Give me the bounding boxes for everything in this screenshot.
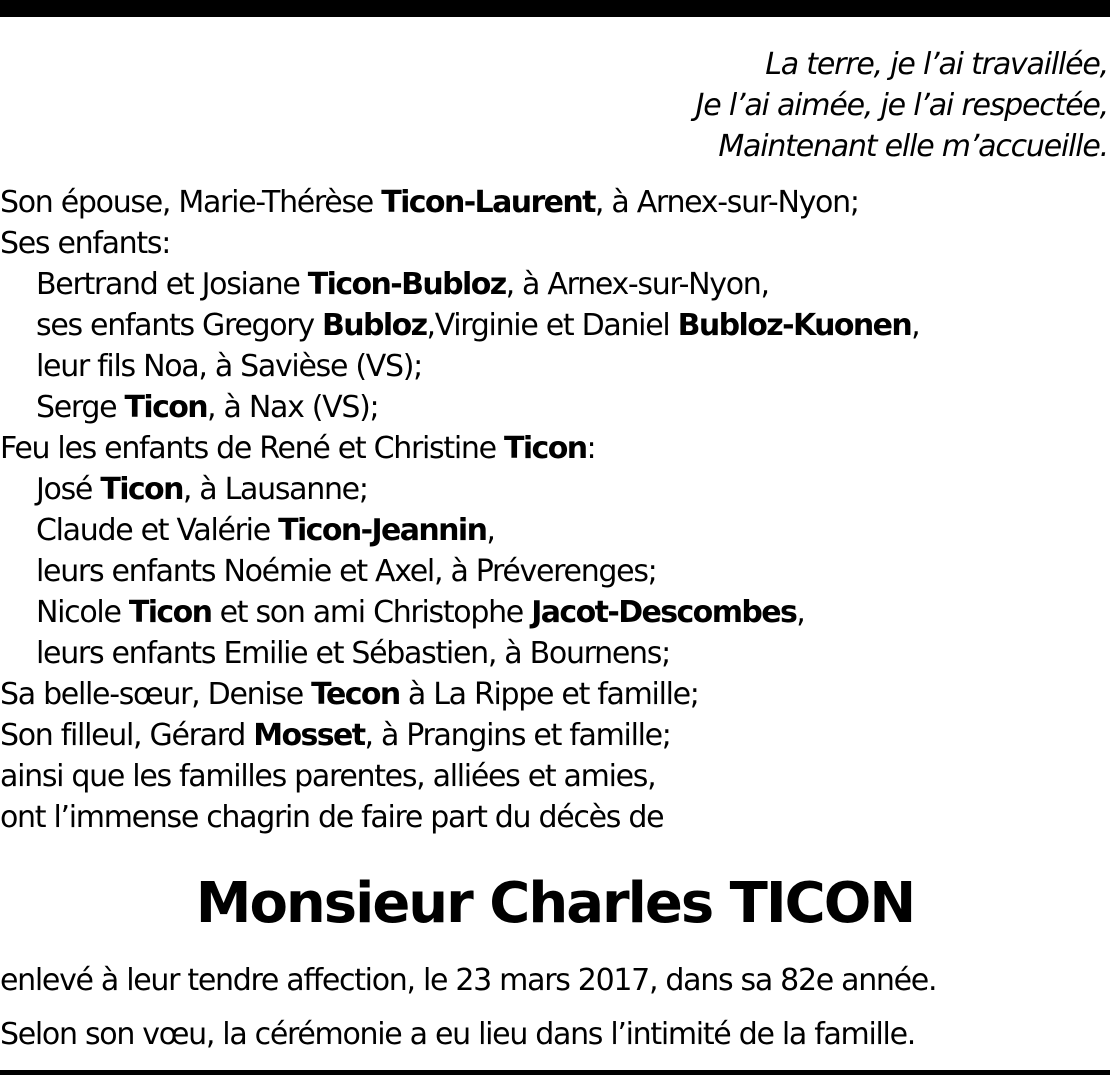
bottom-border-rule	[0, 1070, 1110, 1075]
child-name: Ticon-Bubloz	[307, 267, 506, 302]
grandchild-text: ,	[486, 513, 495, 548]
child-text: Serge	[36, 390, 125, 425]
late-son-heading	[0, 428, 1110, 469]
grandchildren-line	[0, 305, 1110, 346]
grandchild-name: Ticon	[128, 595, 212, 630]
child-name: Ticon	[124, 390, 208, 425]
top-border-rule	[0, 0, 1110, 17]
sister-in-law-text: Sa belle-sœur, Denise	[0, 677, 312, 712]
grandchild-text: José	[36, 472, 101, 507]
great-grandchildren-line: leurs enfants Noémie et Axel, à Préverenges;	[36, 554, 657, 589]
grandchildren-text: ,Virginie et Daniel	[426, 308, 678, 343]
spouse-line	[0, 182, 1110, 223]
poem-line: La terre, je l’ai travaillée,	[765, 47, 1108, 82]
godson-place: , à Prangins et famille;	[364, 718, 671, 753]
announcement-line: ont l’immense chagrin de faire part du décès de	[0, 800, 664, 835]
late-son-name: Ticon	[503, 431, 587, 466]
grandchild-text: ,	[796, 595, 805, 630]
child-line	[0, 387, 1110, 428]
grandchildren-text: ,	[911, 308, 920, 343]
spouse-name: Ticon-Laurent	[381, 185, 595, 220]
grandchild-name: Ticon-Jeannin	[278, 513, 487, 548]
grandchild-name: Bubloz-Kuonen	[677, 308, 912, 343]
children-heading: Ses enfants:	[0, 226, 170, 261]
sister-in-law-name: Tecon	[311, 677, 400, 712]
grandchild-line	[0, 469, 1110, 510]
late-son-text: :	[586, 431, 596, 466]
child-place: , à Nax (VS);	[207, 390, 379, 425]
child-line	[0, 264, 1110, 305]
great-grandchild-line: leur fils Noa, à Savièse (VS);	[36, 349, 422, 384]
grandchild-line	[0, 510, 1110, 551]
great-grandchildren-line: leurs enfants Emilie et Sébastien, à Bournens;	[36, 636, 670, 671]
grandchildren-text: ses enfants Gregory	[36, 308, 323, 343]
sister-in-law-line	[0, 674, 1110, 715]
closing-line: Selon son vœu, la cérémonie a eu lieu dans l’intimité de la famille.	[0, 1017, 915, 1052]
child-text: Bertrand et Josiane	[36, 267, 308, 302]
godson-name: Mosset	[253, 718, 365, 753]
deceased-name: Monsieur Charles TICON	[195, 871, 915, 936]
poem-line: Je l’ai aimée, je l’ai respectée,	[695, 88, 1108, 123]
sister-in-law-place: à La Rippe et famille;	[399, 677, 699, 712]
closing-line: enlevé à leur tendre affection, le 23 mars 2017, dans sa 82e année.	[0, 963, 937, 998]
late-son-text: Feu les enfants de René et Christine	[0, 431, 504, 466]
grandchild-text: Claude et Valérie	[36, 513, 279, 548]
poem-line: Maintenant elle m’accueille.	[718, 129, 1108, 164]
grandchild-line	[0, 592, 1110, 633]
grandchild-text: Nicole	[36, 595, 129, 630]
family-list	[0, 182, 1110, 838]
godson-text: Son filleul, Gérard	[0, 718, 254, 753]
grandchild-place: , à Lausanne;	[182, 472, 368, 507]
godson-line	[0, 715, 1110, 756]
grandchild-name: Ticon	[100, 472, 183, 507]
spouse-place: , à Arnex-sur-Nyon;	[594, 185, 859, 220]
grandchild-text: et son ami Christophe	[211, 595, 532, 630]
partner-name: Jacot-Descombes	[531, 595, 797, 630]
spouse-text: Son épouse, Marie-Thérèse	[0, 185, 382, 220]
child-place: , à Arnex-sur-Nyon,	[505, 267, 769, 302]
grandchild-name: Bubloz	[322, 308, 427, 343]
relatives-line: ainsi que les familles parentes, alliées et amies,	[0, 759, 656, 794]
closing-text	[0, 954, 936, 1062]
epigraph-poem	[696, 44, 1108, 167]
